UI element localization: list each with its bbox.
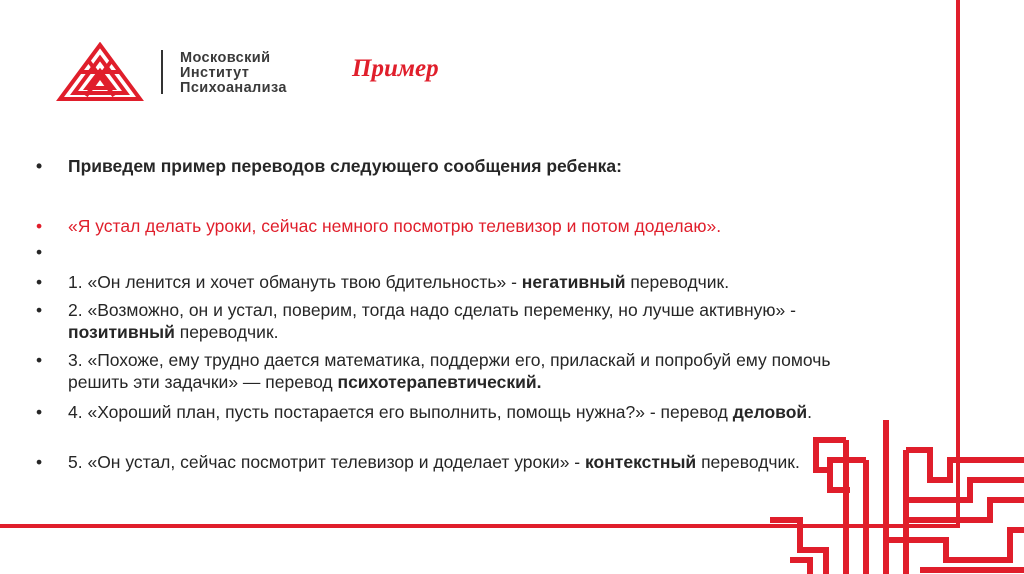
logo-text — [180, 51, 287, 96]
slide: Московский Институт Психоанализа Пример • Приведем пример переводов следующего сообщения ребенка: • «Я устал делать уроки, сейчас немного посмотрю телевизор и потом доделаю». • • 1. «Он ленится и хочет обмануть твою бдительность» - негативный переводчик. • 2. «Возможно, он и устал, поверим, тогда надо сделать переменку, но лучше активную» - позитивный переводчик. • 3. «Похоже, ему трудно дается математика, поддержи его, приласкай и попробуй ему помочь решить эти задачки» — перевод психотерапевтический. • 4. «Хороший план, пусть постарается его выполнить, помощь нужна?» - перевод деловой. • 5. «Он устал, сейчас посмотрит телевизор и доделает уроки» - контекстный переводчик. — [0, 0, 1024, 574]
triangle-knot-logo-icon — [56, 42, 144, 102]
red-meander-ornament-icon — [770, 420, 1024, 574]
logo-divider — [161, 50, 163, 94]
logo-line-3: Психоанализа — [180, 80, 287, 96]
logo-line-2: Институт — [180, 65, 250, 81]
logo-line-1: Московский — [180, 50, 271, 66]
slide-title: Пример — [352, 55, 439, 82]
